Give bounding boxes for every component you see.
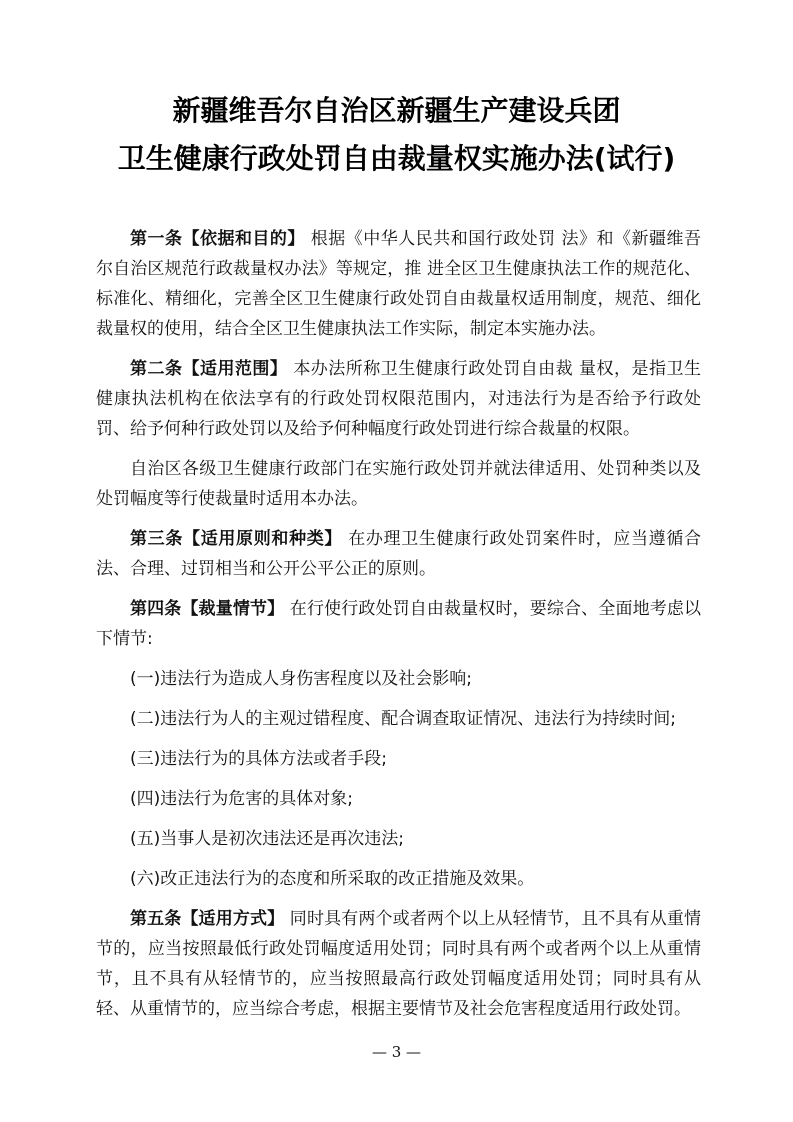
list-item: (二)违法行为人的主观过错程度、配合调查取证情况、违法行为持续时间; xyxy=(130,709,676,729)
article-2 xyxy=(96,354,701,444)
article-heading: 第三条【适用原则和种类】 xyxy=(130,529,343,549)
article-text: 根据《中华人民共和国行政处罚 法》和《新疆维吾尔自治区规范行政裁量权办法》等规定，推 进全区卫生健康执法工作的规范化、标准化、精细化，完善全区卫生健康行政处罚自由裁量权适用制度，规范、细化裁量权的使用，结合全区卫生健康执法工作实际，制定本实施办法。 xyxy=(96,229,701,339)
article-text: 在办理卫生健康行政处罚案件时，应当遵循合法、合理、过罚相当和公开公平公正的原则。 xyxy=(96,529,702,579)
article-5 xyxy=(96,904,701,1024)
document-title-line-2: 卫生健康行政处罚自由裁量权实施办法(试行) xyxy=(117,142,676,175)
article-text: 在行使行政处罚自由裁量权时，要综合、全面地考虑以下情节: xyxy=(96,599,702,649)
article-4 xyxy=(96,594,701,654)
list-item: (五)当事人是初次违法还是再次违法; xyxy=(130,829,404,849)
article-heading: 第一条【依据和目的】 xyxy=(130,229,305,249)
article-text: 同时具有两个或者两个以上从轻情节，且不具有从重情节的，应当按照最低行政处罚幅度适用处罚；同时具有两个或者两个以上从重情节，且不具有从轻情节的，应当按照最高行政处罚幅度适用处罚；同时具有从轻、从重情节的，应当综合考虑，根据主要情节及社会危害程度适用行政处罚。 xyxy=(96,909,702,1019)
article-text: 本办法所称卫生健康行政处罚自由裁 量权，是指卫生健康执法机构在依法享有的行政处罚权限范围内，对违法行为是否给予行政处罚、给予何种行政处罚以及给予何种幅度行政处罚进行综合裁量的权限。 xyxy=(96,359,702,439)
article-heading: 第四条【裁量情节】 xyxy=(130,599,285,619)
article-text: 自治区各级卫生健康行政部门在实施行政处罚并就法律适用、处罚种类以及处罚幅度等行使裁量时适用本办法。 xyxy=(96,459,701,509)
list-item: (四)违法行为危害的具体对象; xyxy=(130,789,353,809)
list-item: (一)违法行为造成人身伤害程度以及社会影响; xyxy=(130,669,472,689)
document-title-line-1: 新疆维吾尔自治区新疆生产建设兵团 xyxy=(172,94,621,127)
article-heading: 第二条【适用范围】 xyxy=(130,359,288,379)
article-1 xyxy=(96,224,701,344)
article-2-paragraph-2 xyxy=(96,454,701,514)
document-body xyxy=(96,224,701,1034)
page-number: — 3 — xyxy=(371,1043,422,1061)
article-heading: 第五条【适用方式】 xyxy=(130,909,285,929)
list-item: (六)改正违法行为的态度和所采取的改正措施及效果。 xyxy=(130,869,535,889)
article-3 xyxy=(96,524,701,584)
list-item: (三)违法行为的具体方法或者手段; xyxy=(130,749,387,769)
